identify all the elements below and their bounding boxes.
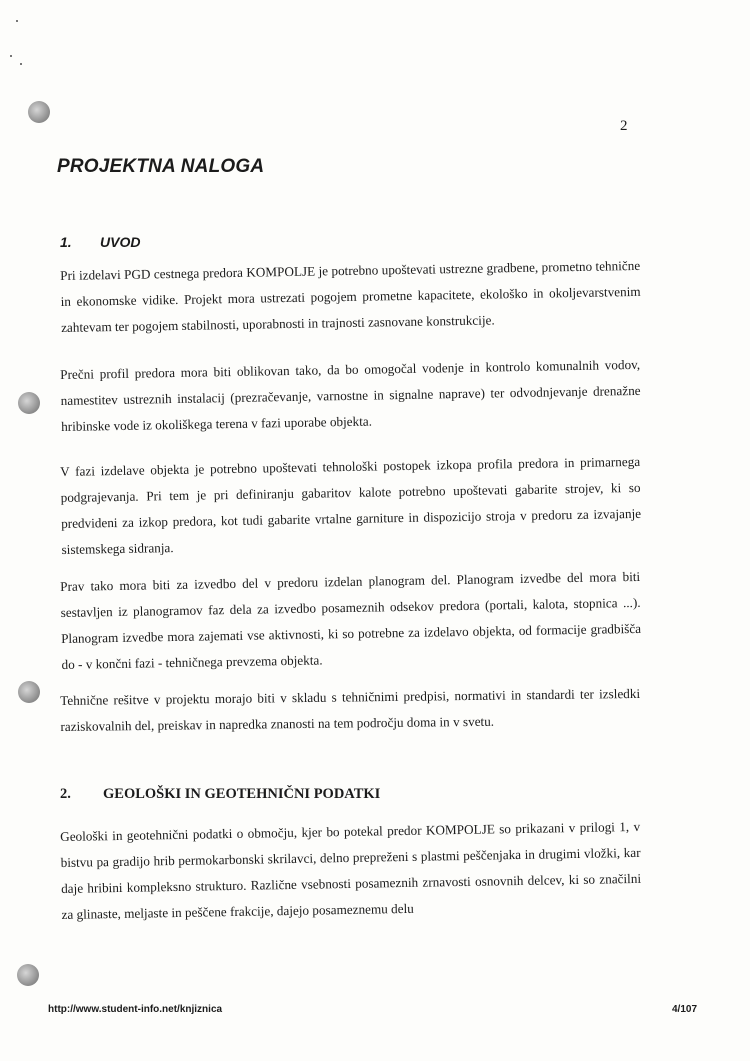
paragraph: Tehnične rešitve v projektu morajo biti v skladu s tehničnimi predpisi, normativi in standardi ter izsledki raziskovalnih del, preiskav in napredka znanosti na tem področju doma in v svetu.	[60, 685, 641, 734]
section-heading-geoloski	[60, 786, 380, 803]
punch-hole-icon	[28, 101, 50, 123]
paragraph: V fazi izdelave objekta je potrebno upoštevati tehnološki postopek izkopa profila predora in primarnega podgrajevanja. Pri tem je pri definiranju gabaritov kalote potrebno upoštevati gabarite strojev, ki so predvideni za izkop predora, kot tudi gabarite vrtalne garniture in dispozicijo stroja v predoru za izvajanje sistemskega sidranja.	[60, 453, 642, 557]
paragraph: Prav tako mora biti za izvedbo del v predoru izdelan planogram del. Planogram izvedbe del mora biti sestavljen iz planogramov faz dela za izvedbo posameznih odsekov predora (portali, kalota, stopnica ...). Planogram izvedbe mora zajemati vse aktivnosti, ki so potrebne za izdelavo objekta, od formacije gradbišča do - v končni fazi - tehničnega prevzema objekta.	[60, 568, 642, 672]
section-title: GEOLOŠKI IN GEOTEHNIČNI PODATKI	[103, 786, 381, 802]
page-title: PROJEKTNA NALOGA	[57, 156, 265, 177]
scan-speck	[20, 63, 22, 65]
section-title: UVOD	[100, 234, 141, 250]
punch-hole-icon	[17, 964, 39, 986]
section-heading-uvod	[60, 234, 140, 250]
punch-hole-icon	[18, 392, 40, 414]
scan-speck	[16, 20, 18, 22]
page-number: 2	[620, 118, 628, 134]
scan-speck	[10, 55, 12, 57]
footer-page-count: 4/107	[672, 1004, 698, 1015]
punch-hole-icon	[18, 681, 40, 703]
paragraph: Prečni profil predora mora biti oblikovan tako, da bo omogočal vodenje in kontrolo komunalnih vodov, namestitev ustreznih instalacij (prezračevanje, varnostne in signalne naprave) ter odvodnjevanje drenažne hribinske vode iz okoliškega terena v fazi uporabe objekta.	[60, 356, 641, 434]
paragraph: Geološki in geotehnični podatki o območju, kjer bo potekal predor KOMPOLJE so prikazani v prilogi 1, v bistvu pa gradijo hrib permokarbonski skrilavci, delno prepreženi s plastmi peščenjaka in drugimi vložki, kar daje hribini kompleksno strukturo. Različne vsebnosti posameznih zrnavosti osnovnih delcev, ki so značilni za glinaste, meljaste in peščene frakcije, dajejo posameznemu delu	[60, 818, 642, 922]
paragraph: Pri izdelavi PGD cestnega predora KOMPOLJE je potrebno upoštevati ustrezne gradbene, prometno tehnične in ekonomske vidike. Projekt mora ustrezati pogojem prometne kapacitete, ekološko in okoljevarstvenim zahtevam ter pogojem stabilnosti, uporabnosti in trajnosti zasnovane konstrukcije.	[60, 257, 641, 335]
section-number: 2.	[60, 786, 71, 802]
footer-url: http://www.student-info.net/knjiznica	[48, 1004, 223, 1015]
section-number: 1.	[60, 234, 72, 250]
